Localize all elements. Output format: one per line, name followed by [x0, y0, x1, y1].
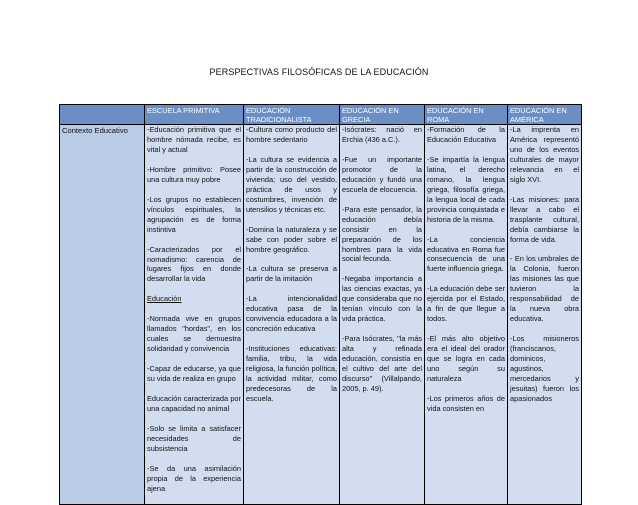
- paragraph: -Fue un importante promotor de la educación y fundó una escuela de elocuencia.: [342, 154, 422, 194]
- paragraph: -Domina la naturaleza y se sabe con poder sobre el hombre geográfico.: [246, 224, 337, 254]
- paragraph: -La conciencia educativa en Roma fue consecuencia de una fuerte influencia griega.: [427, 234, 505, 274]
- header-corner: [60, 105, 145, 125]
- paragraph: -Los misioneros (franciscanos, dominicos, agustinos, mercedarios y jesuitas) fueron los apasionados: [510, 334, 579, 403]
- paragraph: -Se da una asimilación propia de la experiencia ajena: [147, 463, 241, 493]
- education-table: [59, 104, 582, 505]
- paragraph: -La imprenta en América representó uno de los eventos culturales de mayor relevancia en el siglo XVI.: [510, 125, 579, 184]
- header-educacion-tradicionalista: EDUCACIÓN TRADICIONALISTA: [244, 105, 340, 125]
- header-row: [60, 105, 582, 125]
- paragraph: -Para este pensador, la educación debía consistir en la preparación de los hombres para la vida social fecunda.: [342, 204, 422, 264]
- paragraph-heading: Educación: [147, 294, 182, 304]
- paragraph: -Solo se limita a satisfacer necesidades de subsistencia: [147, 423, 241, 453]
- cell-educacion-tradicionalista: [244, 125, 340, 505]
- paragraph: -Se impartía la lengua latina, el derecho romano, la lengua griega, filosofía griega, la lengua local de cada provincia conquistada e historia de la misma.: [427, 154, 505, 224]
- paragraph: -Negaba importancia a las ciencias exactas, ya que consideraba que no tenían vínculo con la vida práctica.: [342, 274, 422, 324]
- cell-educacion-grecia: [340, 125, 425, 505]
- paragraph: -La cultura se evidencia a partir de la construcción de vivienda; uso del vestido, práctica de usos y costumbres, invención de utensilios y técnicas etc.: [246, 154, 337, 214]
- paragraph: -La educación debe ser ejercida por el Estado, a fin de que llegue a todos.: [427, 284, 505, 324]
- paragraph: Educación caracterizada por una capacidad no animal: [147, 394, 241, 414]
- paragraph: -Formación de la Educación Educativa: [427, 125, 505, 144]
- paragraph: -Educación primitiva que el hombre nómada recibe, es vital y actual: [147, 125, 241, 154]
- cell-educacion-america: [508, 125, 582, 505]
- paragraph: -Capaz de educarse, ya que su vida de realiza en grupo: [147, 364, 241, 384]
- row-label: Contexto Educativo: [60, 125, 145, 505]
- paragraph: -Para Isócrates, "la más alta y refinada educación, consistía en el cultivo del arte del discurso" (Villalpando, 2005, p. 49).: [342, 334, 422, 393]
- paragraph: -Caracterizados por el nomadismo: carencia de lugares fijos en donde desarrollar la vida: [147, 244, 241, 284]
- header-educacion-roma: EDUCACIÓN EN ROMA: [425, 105, 508, 125]
- paragraph: -Hombre primitivo: Posee una cultura muy pobre: [147, 164, 241, 184]
- header-educacion-grecia: EDUCACIÓN EN GRECIA: [340, 105, 425, 125]
- paragraph: -Los primeros años de vida consisten en: [427, 393, 505, 413]
- header-educacion-america: EDUCACIÓN EN AMÉRICA: [508, 105, 582, 125]
- paragraph: -Cultura como producto del hombre sedentario: [246, 125, 337, 144]
- paragraph: -La cultura se preserva a partir de la imitación: [246, 264, 337, 284]
- paragraph: -Las misiones: para llevar a cabo el trasplante cultural, debía cambiarse la forma de vida.: [510, 194, 579, 244]
- table-row: [60, 125, 582, 505]
- paragraph: -Isócrates: nació en Erchia (436 a.C.).: [342, 125, 422, 144]
- header-escuela-primitiva: ESCUELA PRIMITIVA: [145, 105, 244, 125]
- cell-educacion-roma: [425, 125, 508, 505]
- page-title: PERSPECTIVAS FILOSÓFICAS DE LA EDUCACIÓN: [209, 67, 429, 77]
- paragraph: -La intencionalidad educativa pasa de la convivencia educadora a la concreción educativa: [246, 294, 337, 334]
- paragraph: -El más alto objetivo era el ideal del orador que se logra en cada uno según su naturaleza: [427, 334, 505, 384]
- paragraph: -Los grupos no establecen vínculos espirituales, la agrupación es de forma instintiva: [147, 194, 241, 234]
- paragraph: -Normada vive en grupos llamados "hordas", en los cuales se demuestra solidaridad y convivencia: [147, 314, 241, 354]
- cell-escuela-primitiva: [145, 125, 244, 505]
- paragraph: -Instituciones educativas: familia, tribu, la vida religiosa, la función política, la actividad militar, como predecesoras de la escuela.: [246, 344, 337, 403]
- paragraph: - En los umbrales de la Colonia, fueron las misiones las que tuvieron la responsabilidad de la nueva obra educativa.: [510, 254, 579, 324]
